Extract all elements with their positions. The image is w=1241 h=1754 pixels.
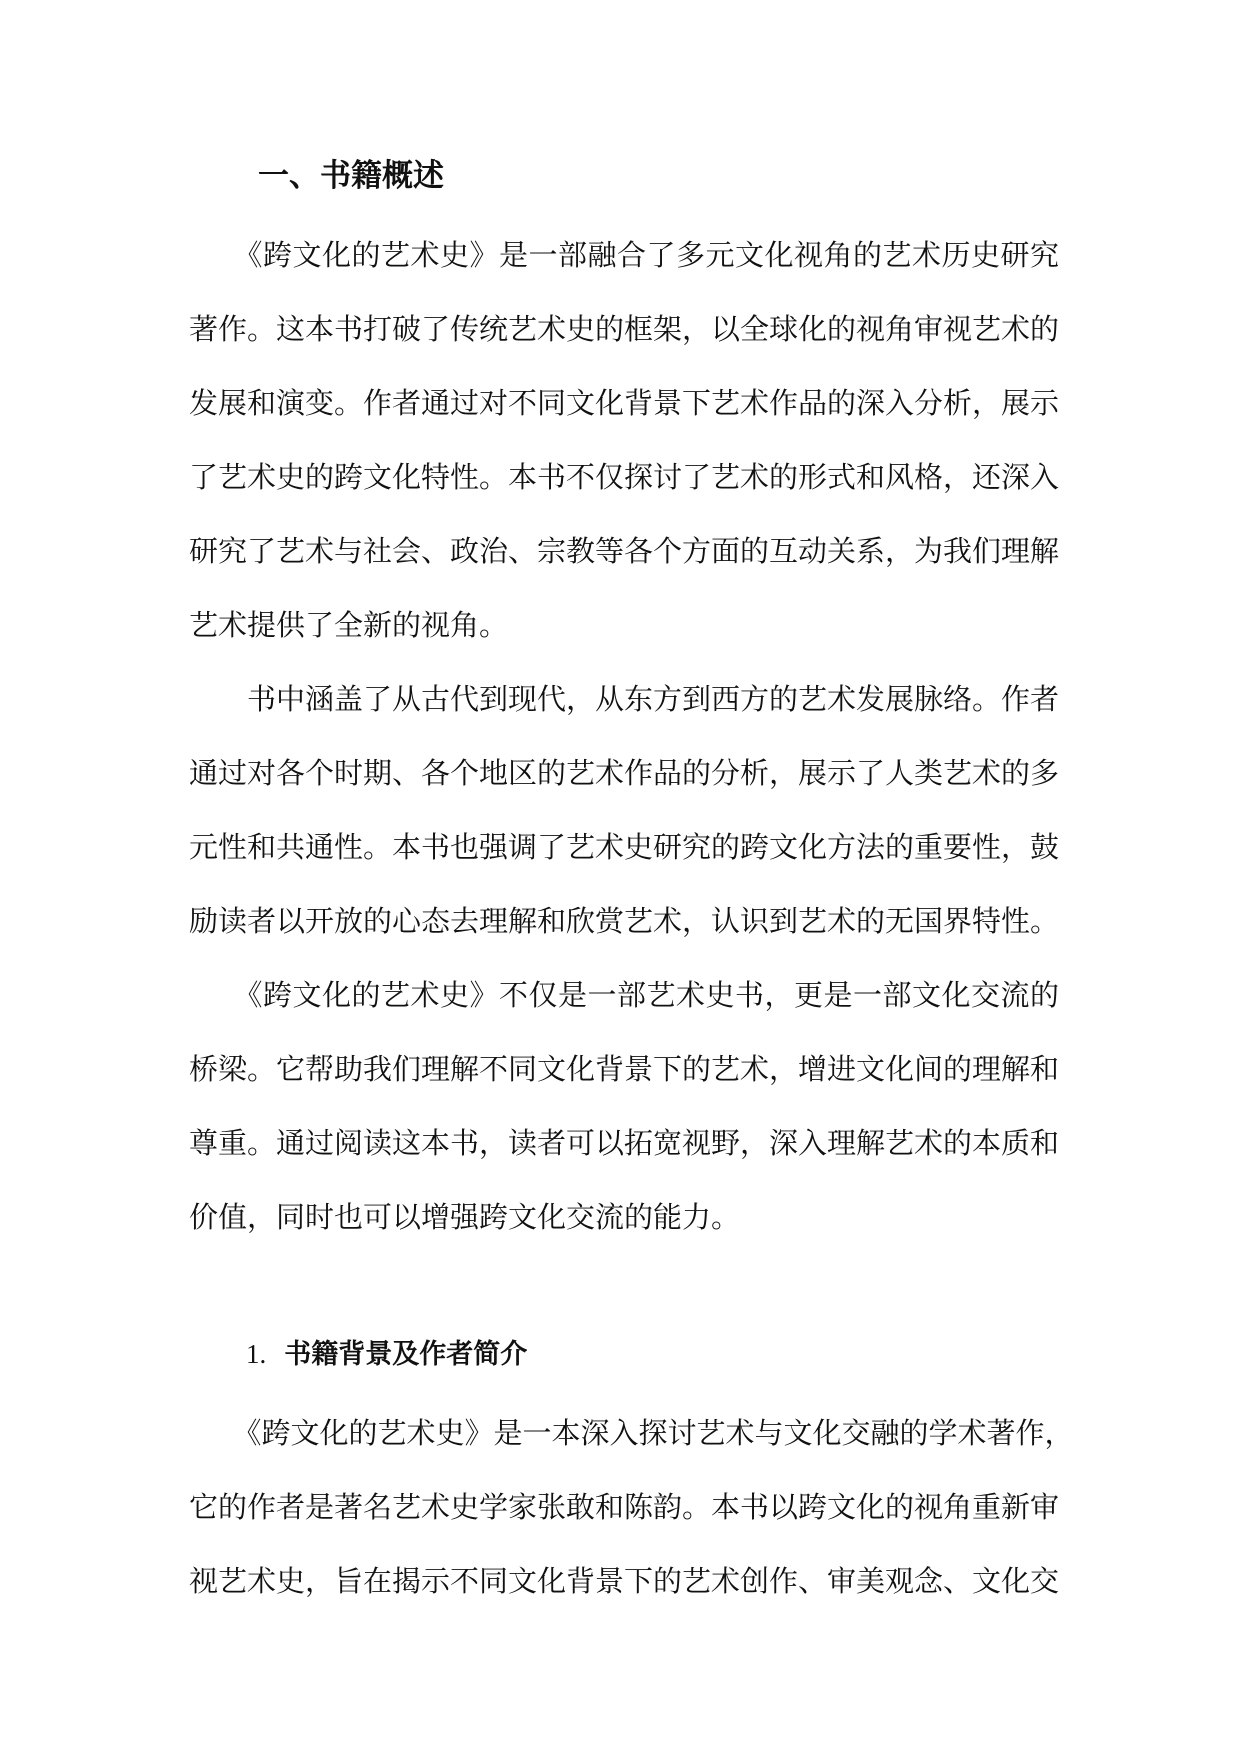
subsection-number: 1. — [246, 1339, 267, 1369]
paragraph-2-line-4: 励读者以开放的心态去理解和欣赏艺术，认识到艺术的无国界特性。 — [189, 904, 1060, 938]
paragraph-2-line-1: 书中涵盖了从古代到现代，从东方到西方的艺术发展脉络。作者 — [189, 682, 1060, 716]
paragraph-1-line-4: 了艺术史的跨文化特性。本书不仅探讨了艺术的形式和风格，还深入 — [189, 460, 1060, 494]
paragraph-2-line-3: 元性和共通性。本书也强调了艺术史研究的跨文化方法的重要性，鼓 — [189, 830, 1060, 864]
paragraph-3-line-4: 价值，同时也可以增强跨文化交流的能力。 — [189, 1200, 741, 1234]
paragraph-3-line-2: 桥梁。它帮助我们理解不同文化背景下的艺术，增进文化间的理解和 — [189, 1052, 1060, 1086]
subsection-title: 书籍背景及作者简介 — [284, 1339, 528, 1370]
paragraph-3-line-1: 《跨文化的艺术史》不仅是一部艺术史书，更是一部文化交流的 — [189, 978, 1059, 1012]
paragraph-1-line-3: 发展和演变。作者通过对不同文化背景下艺术作品的深入分析，展示 — [189, 386, 1060, 420]
paragraph-1-line-1: 《跨文化的艺术史》是一部融合了多元文化视角的艺术历史研究 — [189, 238, 1059, 272]
paragraph-1-line-2: 著作。这本书打破了传统艺术史的框架，以全球化的视角审视艺术的 — [189, 312, 1060, 346]
subsection-paragraph-line-3: 视艺术史，旨在揭示不同文化背景下的艺术创作、审美观念、文化交 — [189, 1564, 1060, 1598]
section-heading: 一、书籍概述 — [258, 158, 444, 194]
paragraph-1-line-5: 研究了艺术与社会、政治、宗教等各个方面的互动关系，为我们理解 — [189, 534, 1060, 568]
subsection-heading — [246, 1332, 527, 1371]
paragraph-1-line-6: 艺术提供了全新的视角。 — [189, 608, 509, 642]
paragraph-2-line-2: 通过对各个时期、各个地区的艺术作品的分析，展示了人类艺术的多 — [189, 756, 1060, 790]
paragraph-3-line-3: 尊重。通过阅读这本书，读者可以拓宽视野，深入理解艺术的本质和 — [189, 1126, 1060, 1160]
subsection-paragraph-line-1: 《跨文化的艺术史》是一本深入探讨艺术与文化交融的学术著作， — [189, 1416, 1074, 1450]
subsection-paragraph-line-2: 它的作者是著名艺术史学家张敢和陈韵。本书以跨文化的视角重新审 — [189, 1490, 1060, 1524]
